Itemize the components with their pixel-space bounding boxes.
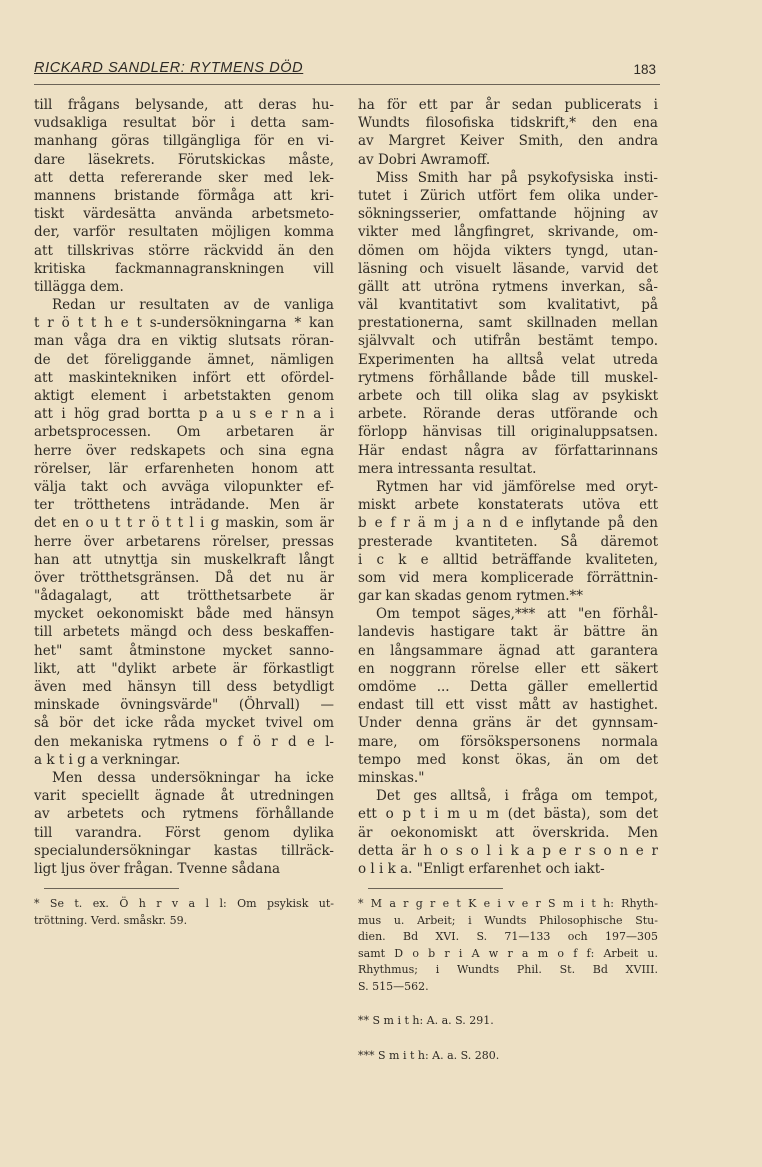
text-line: han att utnyttja sin muskelkraft långt	[34, 551, 334, 568]
text-line: läsning och visuelt läsande, varvid det	[358, 260, 658, 277]
footnote-gap	[358, 1031, 658, 1049]
text-line: förlopp hänvisas till originaluppsatsen.	[358, 424, 658, 441]
paragraph	[358, 478, 658, 605]
text-line: vikter med långfingret, skrivande, om-	[358, 224, 658, 241]
text-line: Under denna gräns är det gynnsam-	[358, 715, 658, 732]
text-line: Det ges alltså, i fråga om tempot,	[376, 788, 658, 805]
text-line: av Dobri Awramoff.	[358, 151, 491, 168]
text-line: herre över arbetarens rörelser, pressas	[34, 533, 334, 550]
text-line: omdöme ... Detta gäller emellertid	[358, 679, 658, 695]
paragraph	[34, 769, 334, 878]
text-line: "ådagalagt, att trötthetsarbete är	[34, 588, 334, 605]
text-line: manhang göras tillgängliga för en vi-	[34, 133, 334, 150]
text-line: detta är h o s o l i k a p e r s o n e r	[358, 842, 658, 859]
paragraph	[358, 169, 658, 478]
left-column	[34, 96, 334, 930]
text-line: sökningsserier, omfattande höjning av	[358, 206, 658, 223]
paragraph	[34, 296, 334, 769]
text-line: väl kvantitativt som kvalitativt, på	[358, 297, 658, 314]
text-line: att i hög grad bortta p a u s e r n a i	[34, 406, 334, 423]
text-line: de det föreliggande ämnet, nämligen	[34, 351, 334, 368]
text-line: dömen om höjda vikters tyngd, utan-	[358, 242, 658, 259]
text-line: en noggrann rörelse eller ett säkert	[358, 660, 658, 677]
text-line: varit speciellt ägnade åt utredningen	[34, 788, 334, 805]
text-line: så bör det icke råda mycket tvivel om	[34, 715, 334, 732]
footnote	[358, 1014, 658, 1031]
text-line: tiskt värdesätta använda arbetsmeto-	[34, 206, 334, 223]
text-line: tillägga dem.	[34, 278, 124, 295]
text-line: ter trötthetens inträdande. Men är	[34, 497, 334, 514]
text-line: herre över redskapets och sina egna	[34, 442, 334, 459]
text-line: att detta refererande sker med lek-	[34, 169, 334, 186]
running-title: RICKARD SANDLER: RYTMENS DÖD	[34, 60, 304, 76]
text-line: Miss Smith har på psykofysiska insti-	[376, 169, 658, 186]
text-line: * M a r g r e t K e i v e r S m i t h: Rhyth-	[358, 897, 658, 911]
page-number: 183	[633, 62, 656, 77]
text-line: mannens bristande förmåga att kri-	[34, 187, 334, 204]
text-line: till varandra. Först genom dylika	[34, 824, 334, 841]
paragraph	[358, 787, 658, 878]
text-line: Men dessa undersökningar ha icke	[52, 769, 334, 786]
text-line: till arbetets mängd och dess beskaffen-	[34, 624, 334, 641]
text-line: Här endast några av författarinnans	[358, 442, 658, 459]
text-line: välja takt och avväga vilopunkter ef-	[34, 478, 334, 495]
text-line: Rytmen har vid jämförelse med oryt-	[376, 478, 658, 495]
text-line: i c k e alltid beträffande kvaliteten,	[358, 551, 658, 568]
text-line: * Se t. ex. Ö h r v a l l: Om psykisk ut-	[34, 897, 334, 911]
text-line: ha för ett par år sedan publicerats i	[358, 97, 658, 113]
paragraph	[358, 96, 658, 169]
text-line: att tillskrivas större räckvidd än den	[34, 242, 334, 259]
text-line: gällt att utröna rytmens inverkan, så-	[358, 278, 658, 295]
text-line: dien. Bd XVI. S. 71—133 och 197—305	[358, 930, 658, 944]
text-line: b e f r ä m j a n d e inflytande på den	[358, 515, 658, 532]
text-line: en långsammare ägnad att garantera	[358, 642, 658, 659]
text-line: mycket oekonomiskt både med hänsyn	[34, 606, 334, 623]
text-line: mare, om försökspersonens normala	[358, 733, 658, 750]
text-line: arbete och till olika slag av psykiskt	[358, 388, 658, 404]
text-line: Experimenten ha alltså velat utreda	[358, 351, 658, 368]
text-line: tempo med konst ökas, än om det	[358, 751, 658, 768]
text-line: över trötthetsgränsen. Då det nu är	[34, 569, 334, 586]
text-line: endast till ett visst mått av hastighet.	[358, 697, 658, 714]
text-line: tröttning. Verd. småskr. 59.	[34, 913, 188, 927]
text-line: gar kan skadas genom rytmen.**	[358, 588, 584, 605]
text-line: t r ö t t h e t s-undersökningarna * kan	[34, 315, 334, 332]
text-line: även med hänsyn till dess betydligt	[34, 679, 334, 695]
text-line: ligt ljus över frågan. Tvenne sådana	[34, 860, 281, 877]
text-line: mera intressanta resultat.	[358, 460, 537, 477]
text-line: Om tempot säges,*** att "en förhål-	[376, 606, 658, 623]
text-line: presterade kvantiteten. Så däremot	[358, 533, 658, 550]
text-line: o l i k a. "Enligt erfarenhet och iakt-	[358, 860, 605, 877]
text-line: der, varför resultaten möjligen komma	[34, 224, 334, 241]
text-line: a k t i g a verkningar.	[34, 751, 181, 768]
text-line: landevis hastigare takt är bättre än	[358, 624, 658, 641]
text-line: samt D o b r i A w r a m o f f: Arbeit u.	[358, 946, 658, 960]
text-line: självvalt och utifrån bestämt tempo.	[358, 333, 658, 350]
text-line: miskt arbete konstaterats utöva ett	[358, 497, 658, 514]
text-line: minskade övningsvärde" (Öhrvall) —	[34, 697, 334, 714]
text-line: ** S m i t h: A. a. S. 291.	[358, 1014, 494, 1028]
text-line: tutet i Zürich utfört fem olika under-	[358, 187, 658, 204]
page-header	[34, 60, 660, 85]
text-line: minskas."	[358, 769, 425, 786]
text-line: som vid mera komplicerade förrättnin-	[358, 569, 658, 586]
text-line: av Margret Keiver Smith, den andra	[358, 133, 658, 150]
text-line: prestationerna, samt skillnaden mellan	[358, 315, 658, 332]
text-line: vudsakliga resultat bör i detta sam-	[34, 115, 334, 132]
text-line: Rhythmus; i Wundts Phil. St. Bd XVIII.	[358, 963, 658, 977]
text-line: av arbetets och rytmens förhållande	[34, 806, 334, 823]
text-line: Wundts filosofiska tidskrift,* den ena	[358, 115, 658, 132]
text-line: rörelser, lär erfarenheten honom att	[34, 460, 334, 477]
text-line: arbetsprocessen. Om arbetaren är	[34, 424, 334, 441]
text-line: mus u. Arbeit; i Wundts Philosophische Stu-	[358, 913, 658, 927]
footnote-rule	[368, 888, 503, 889]
text-line: het" samt åtminstone mycket sanno-	[34, 642, 334, 659]
paragraph	[34, 96, 334, 296]
footnote	[358, 897, 658, 996]
text-line: dare läsekrets. Förutskickas måste,	[34, 151, 334, 168]
text-line: ett o p t i m u m (det bästa), som det	[358, 806, 658, 823]
text-line: Redan ur resultaten av de vanliga	[52, 297, 334, 314]
right-column	[358, 96, 658, 1065]
text-line: kritiska fackmannagranskningen vill	[34, 260, 334, 277]
text-line: S. 515—562.	[358, 979, 429, 993]
footnote-gap	[358, 996, 658, 1014]
text-line: till frågans belysande, att deras hu-	[34, 97, 334, 113]
text-line: den mekaniska rytmens o f ö r d e l-	[34, 733, 334, 750]
text-line: *** S m i t h: A. a. S. 280.	[358, 1048, 500, 1062]
text-line: aktigt element i arbetstakten genom	[34, 388, 334, 404]
text-line: är oekonomiskt att överskrida. Men	[358, 824, 658, 841]
text-line: det en o u t t r ö t t l i g maskin, som är	[34, 515, 334, 532]
text-line: arbete. Rörande deras utförande och	[358, 406, 658, 423]
text-line: likt, att "dylikt arbete är förkastligt	[34, 660, 334, 677]
paragraph	[358, 605, 658, 787]
footnote-rule	[44, 888, 179, 889]
text-line: man våga dra en viktig slutsats röran-	[34, 333, 334, 350]
text-line: att maskintekniken infört ett ofördel-	[34, 369, 334, 386]
text-line: rytmens förhållande både till muskel-	[358, 369, 658, 386]
footnote	[358, 1049, 658, 1066]
text-line: specialundersökningar kastas tillräck-	[34, 842, 334, 859]
footnote	[34, 897, 334, 930]
